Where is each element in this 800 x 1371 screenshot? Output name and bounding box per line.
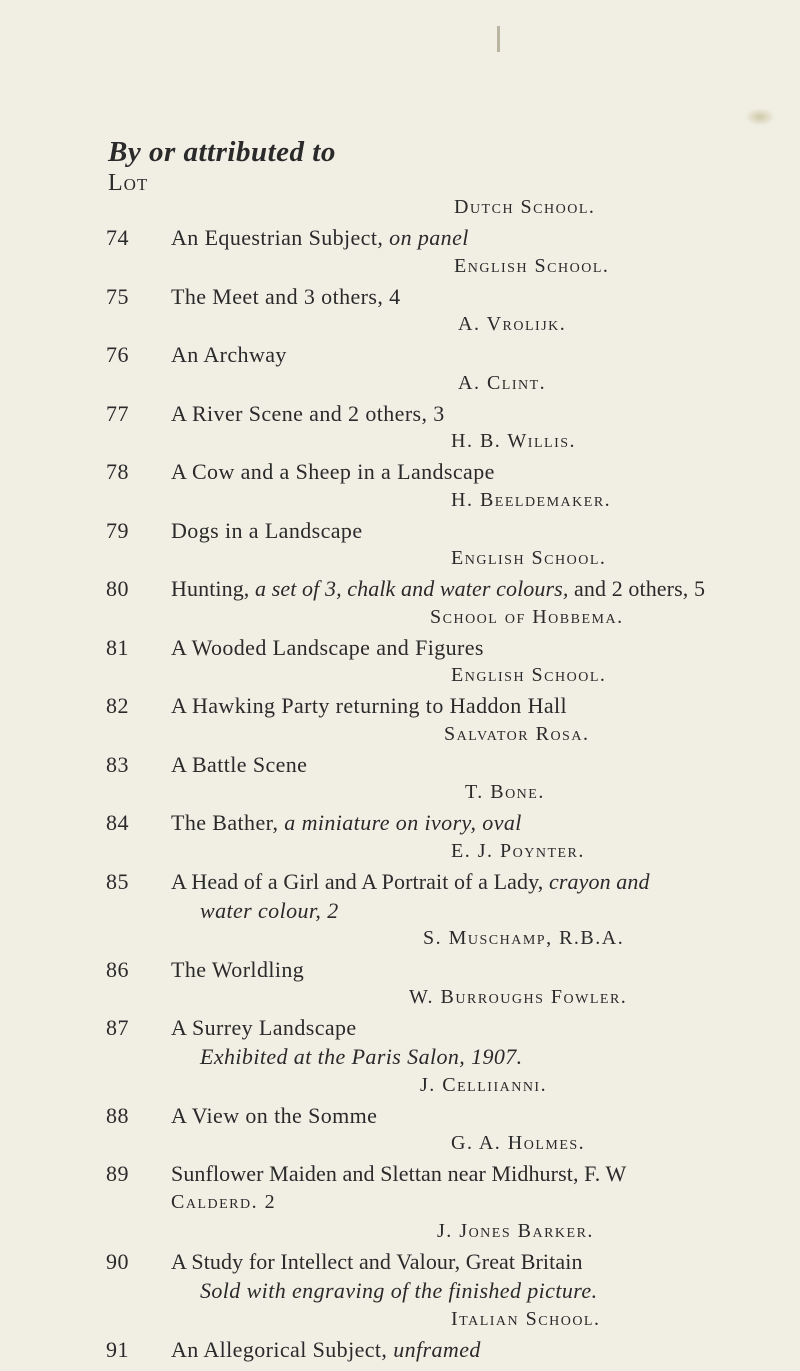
- lot-number: 87: [106, 1015, 129, 1041]
- attribution: Italian School.: [451, 1307, 601, 1330]
- lot-number: 77: [106, 400, 129, 426]
- lot-title: An Allegorical Subject, unframed: [171, 1337, 481, 1362]
- attribution: English School.: [451, 664, 607, 687]
- lot-number: 78: [106, 459, 129, 485]
- margin-mark: [497, 26, 500, 52]
- lot-continuation: Calderd. 2: [171, 1190, 277, 1213]
- attribution: A. Clint.: [458, 371, 547, 394]
- lot-continuation: Sold with engraving of the finished picture.: [200, 1278, 598, 1304]
- attribution: Dutch School.: [454, 196, 596, 218]
- lot-title: A Hawking Party returning to Haddon Hall: [171, 693, 568, 719]
- attribution: E. J. Poynter.: [451, 839, 585, 862]
- lot-number: 90: [106, 1249, 129, 1275]
- lot-number: 80: [106, 576, 129, 602]
- lot-title: The Meet and 3 others, 4: [171, 283, 401, 309]
- attribution: H. Beeldemaker.: [451, 488, 612, 511]
- attribution: English School.: [451, 547, 607, 570]
- lot-number: 81: [106, 634, 129, 660]
- lot-number: 85: [106, 868, 129, 894]
- lot-number: 76: [106, 342, 129, 368]
- attribution: H. B. Willis.: [451, 430, 577, 453]
- lot-heading: Lot: [108, 170, 149, 196]
- attribution: Salvator Rosa.: [444, 722, 590, 745]
- lot-number: 74: [106, 225, 129, 251]
- lot-number: 75: [106, 283, 129, 309]
- lot-title: A River Scene and 2 others, 3: [171, 400, 445, 426]
- lot-title: Hunting, a set of 3, chalk and water colours, and 2 others, 5: [171, 576, 706, 602]
- lot-number: 83: [106, 751, 129, 777]
- lot-number: 79: [106, 517, 129, 543]
- lot-title: A View on the Somme: [171, 1102, 378, 1128]
- lot-continuation: Exhibited at the Paris Salon, 1907.: [200, 1044, 523, 1070]
- lot-title: A Head of a Girl and A Portrait of a Lady, crayon and: [171, 868, 650, 894]
- lot-title: A Surrey Landscape: [171, 1015, 357, 1041]
- attribution: G. A. Holmes.: [451, 1132, 586, 1155]
- lot-number: 82: [106, 693, 129, 719]
- lot-number: 86: [106, 956, 129, 982]
- column-heading: By or attributed to: [108, 136, 336, 168]
- lot-title: Sunflower Maiden and Slettan near Midhurst, F. W: [171, 1161, 627, 1187]
- attribution: J. Jones Barker.: [437, 1219, 594, 1242]
- attribution: School of Hobbema.: [430, 605, 624, 628]
- lot-title: Dogs in a Landscape: [171, 517, 363, 543]
- lot-number: 91: [106, 1337, 129, 1362]
- attribution: W. Burroughs Fowler.: [409, 985, 628, 1008]
- lot-title: A Study for Intellect and Valour, Great Britain: [171, 1249, 583, 1275]
- attribution: J. Celliianni.: [420, 1073, 548, 1096]
- attribution: English School.: [454, 254, 610, 277]
- attribution: A. Vrolijk.: [458, 313, 567, 336]
- lot-continuation: water colour, 2: [200, 898, 339, 924]
- corner-smudge: [745, 108, 775, 126]
- lot-title: An Archway: [171, 342, 287, 368]
- lot-title: A Battle Scene: [171, 751, 308, 777]
- lot-number: 84: [106, 810, 129, 836]
- lot-number: 89: [106, 1161, 129, 1187]
- lot-title: A Wooded Landscape and Figures: [171, 634, 484, 660]
- attribution: S. Muschamp, R.B.A.: [423, 927, 625, 950]
- lot-number: 88: [106, 1102, 129, 1128]
- lot-title: The Worldling: [171, 956, 305, 982]
- attribution: T. Bone.: [465, 781, 545, 804]
- lot-title: A Cow and a Sheep in a Landscape: [171, 459, 495, 485]
- lot-title: An Equestrian Subject, on panel: [171, 225, 469, 251]
- lot-title: The Bather, a miniature on ivory, oval: [171, 810, 522, 836]
